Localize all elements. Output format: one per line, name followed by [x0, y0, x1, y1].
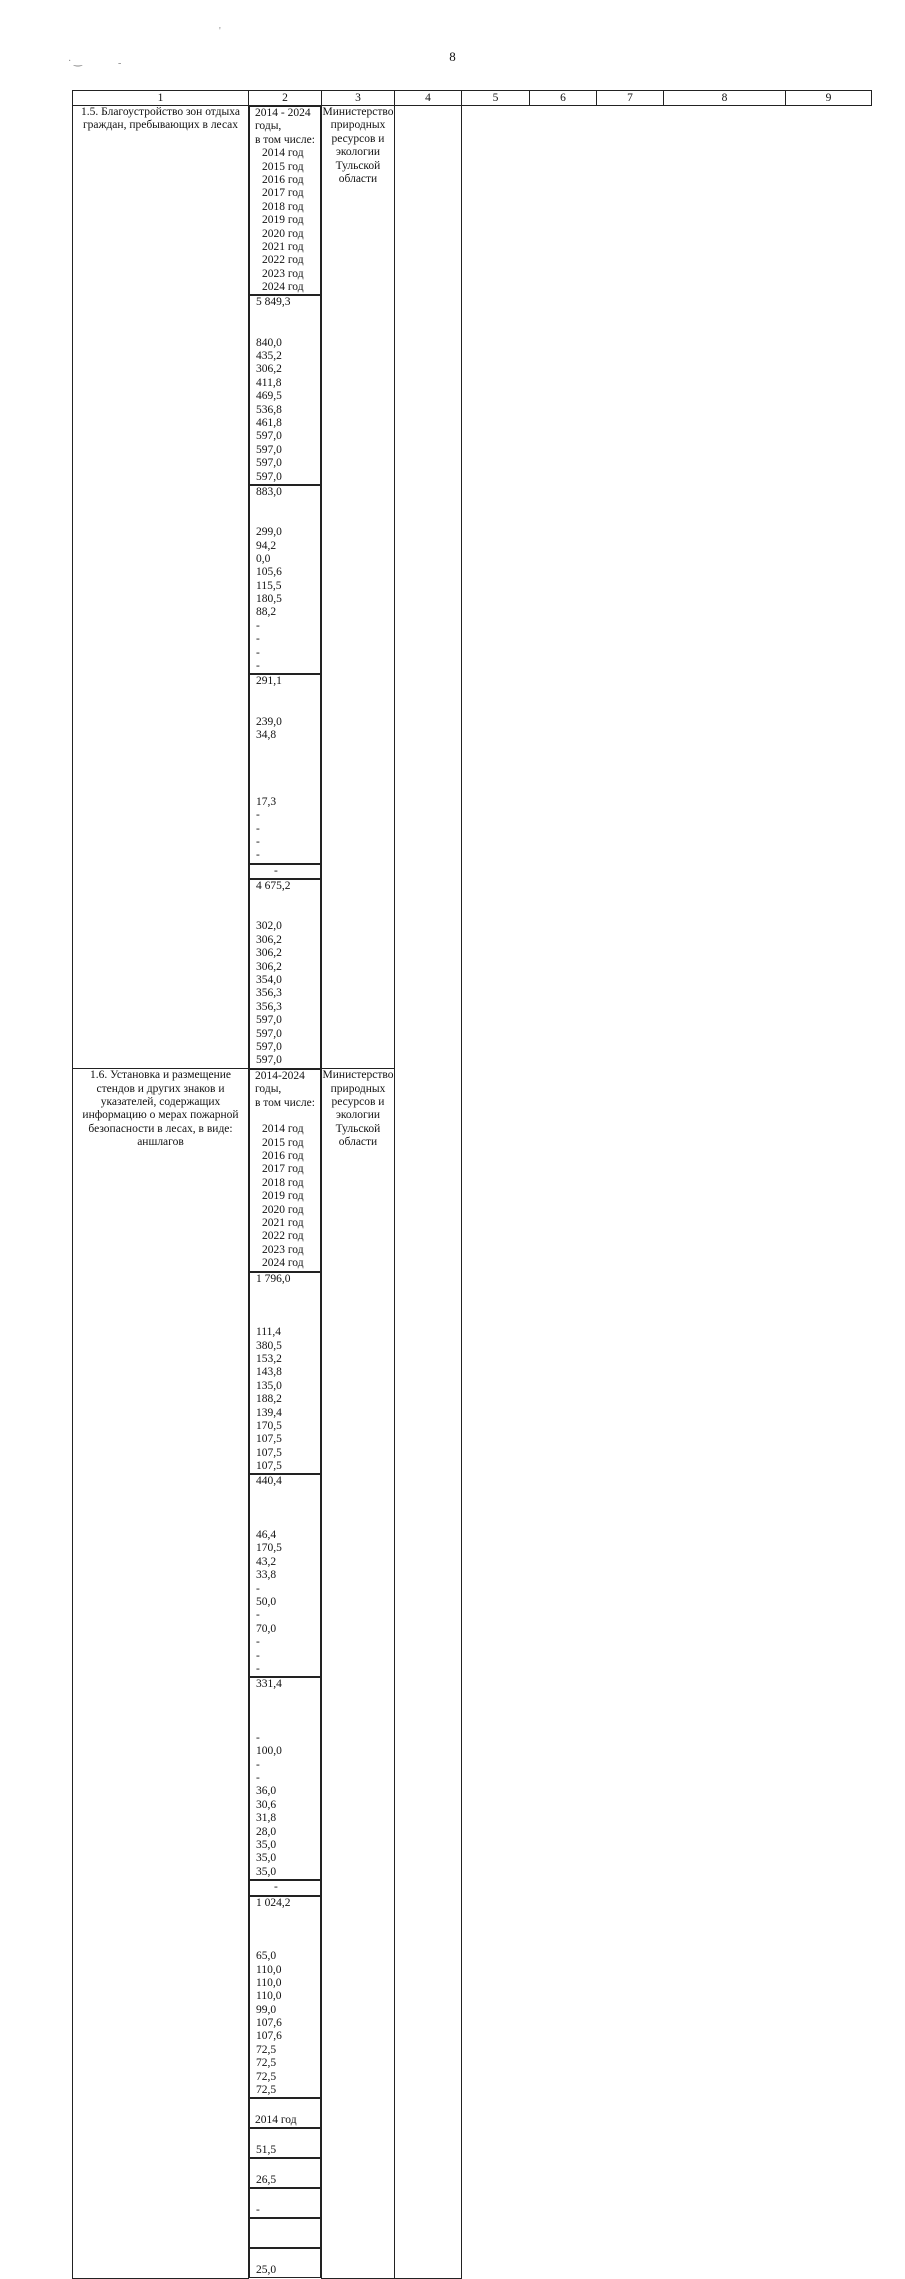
value-cell: 440,4 [256, 1475, 282, 1488]
period-label: 2018 год [262, 200, 304, 213]
column-number: 3 [322, 91, 395, 106]
value-cell: 597,0 [256, 430, 282, 443]
value-cell: 1 024,2 [256, 1896, 291, 1909]
column-number: 9 [786, 91, 872, 106]
period-label: 2016 год [262, 1150, 304, 1163]
value-cell [250, 1489, 320, 1502]
period-label: 2017 год [262, 187, 304, 200]
scan-speck: - [118, 58, 122, 69]
value-cell [250, 783, 320, 796]
value-cell: 107,6 [256, 2030, 282, 2043]
value-cell: 94,2 [256, 539, 277, 552]
value-cell: 5 849,3 [256, 296, 291, 309]
value-cell: 170,5 [256, 1542, 282, 1555]
value-cell: - [256, 660, 260, 673]
value-cell: 110,0 [256, 1976, 282, 1989]
period-label: 2020 год [262, 227, 304, 240]
value-cell: 435,2 [256, 350, 282, 363]
value-cell [250, 1705, 320, 1718]
value-cell: 17,3 [256, 795, 277, 808]
value-cell: 883,0 [256, 485, 282, 498]
column-number: 8 [664, 91, 786, 106]
value-cell: 26,5 [256, 2174, 277, 2187]
column-6 [249, 864, 321, 879]
period-label: 2022 год [262, 1230, 304, 1243]
value-cell [250, 742, 320, 755]
value-cell: 597,0 [256, 1054, 282, 1067]
value-cell [250, 1910, 320, 1923]
period-label: 2021 год [262, 1217, 304, 1230]
value-cell: 331,4 [256, 1678, 282, 1691]
value-cell: 105,6 [256, 566, 282, 579]
value-cell: 461,8 [256, 416, 282, 429]
value-cell: 597,0 [256, 470, 282, 483]
period-label: 2015 год [262, 1136, 304, 1149]
value-cell: 30,6 [256, 1798, 277, 1811]
column-7 [249, 879, 321, 1068]
value-cell [250, 689, 320, 702]
period-label: 2022 год [262, 254, 304, 267]
measure-description: 1.5. Благоустройство зон отдыха граждан, пребывающих в лесах [73, 106, 249, 1069]
value-cell [250, 323, 320, 336]
period-label: 2024 год [262, 281, 304, 294]
value-cell: 72,5 [256, 2084, 277, 2097]
value-cell [250, 513, 320, 526]
value-cell: 50,0 [256, 1595, 277, 1608]
period-column [249, 2098, 321, 2128]
period-label: 2016 год [262, 173, 304, 186]
period-label: годы, [255, 120, 282, 133]
value-cell: - [256, 1609, 260, 1622]
value-cell: 111,4 [256, 1326, 282, 1339]
period-label: 2020 год [262, 1203, 304, 1216]
value-cell: 239,0 [256, 715, 282, 728]
period-label: 2024 год [262, 1257, 304, 1270]
value-cell: 597,0 [256, 457, 282, 470]
value-cell: 35,0 [256, 1852, 277, 1865]
period-label: 2014 - 2024 [255, 107, 311, 119]
responsible-ministry: Министерство природных ресурсов и экологии Тульской области [322, 1069, 395, 2279]
value-cell [250, 756, 320, 769]
value-cell: 597,0 [256, 1014, 282, 1027]
value-cell: 115,5 [256, 579, 282, 592]
column-9-cell [395, 106, 462, 2279]
scan-speck: ' [219, 26, 221, 37]
value-cell: 1 796,0 [256, 1272, 291, 1285]
value-cell: 597,0 [256, 1040, 282, 1053]
responsible-ministry: Министерство природных ресурсов и экологии Тульской области [322, 106, 395, 1069]
period-column [249, 1069, 321, 1272]
value-cell [250, 1286, 320, 1299]
column-number: 1 [73, 91, 249, 106]
value-cell: 597,0 [256, 443, 282, 456]
value-cell: 306,2 [256, 363, 282, 376]
value-cell [250, 499, 320, 512]
total-column [249, 295, 321, 484]
value-cell: 88,2 [256, 606, 277, 619]
value-cell: 43,2 [256, 1555, 277, 1568]
column-number: 6 [530, 91, 597, 106]
value-cell: - [256, 1772, 260, 1785]
period-label [250, 1110, 320, 1123]
value-cell: - [256, 646, 260, 659]
value-cell: 536,8 [256, 403, 282, 416]
value-cell: 299,0 [256, 526, 282, 539]
value-cell: 380,5 [256, 1339, 282, 1352]
value-cell: 354,0 [256, 974, 282, 986]
value-cell: 188,2 [256, 1393, 282, 1406]
value-cell: 306,2 [256, 960, 282, 973]
scan-speck: · ‿ [68, 56, 82, 67]
column-5 [249, 674, 321, 863]
column-6 [249, 1880, 321, 1895]
value-cell [250, 894, 320, 907]
total-column [249, 1272, 321, 1475]
value-cell: - [256, 2204, 260, 2217]
value-cell: 36,0 [256, 1785, 277, 1798]
value-cell: 356,3 [256, 1000, 282, 1013]
value-cell: 143,8 [256, 1366, 282, 1379]
column-number: 2 [249, 91, 322, 106]
column-5 [249, 2188, 321, 2218]
value-cell: 139,4 [256, 1406, 282, 1419]
column-number: 5 [462, 91, 530, 106]
value-cell [250, 1937, 320, 1950]
value-cell: 72,5 [256, 2043, 277, 2056]
value-cell: - [256, 1582, 260, 1595]
value-cell: - [256, 633, 260, 646]
period-label: 2015 год [262, 160, 304, 173]
value-cell: 135,0 [256, 1379, 282, 1392]
value-cell: - [256, 1662, 260, 1675]
value-cell: 70,0 [256, 1622, 277, 1635]
value-cell: - [256, 822, 260, 835]
column-4 [249, 2158, 321, 2188]
value-cell [250, 1923, 320, 1936]
period-label: годы, [255, 1083, 282, 1096]
value-cell: 302,0 [256, 920, 282, 933]
column-4 [249, 1474, 321, 1677]
period-label: 2019 год [262, 1190, 304, 1203]
value-cell: 306,2 [256, 947, 282, 960]
value-cell: 72,5 [256, 2070, 277, 2083]
value-cell: - [256, 1758, 260, 1771]
value-cell: 34,8 [256, 728, 277, 741]
value-cell: 469,5 [256, 390, 282, 403]
value-cell [250, 1516, 320, 1529]
period-label: 2014 год [262, 147, 304, 160]
value-cell: - [256, 619, 260, 632]
value-cell: 0,0 [256, 552, 271, 565]
value-cell: 35,0 [256, 1865, 277, 1878]
value-cell [250, 1718, 320, 1731]
value-cell: 31,8 [256, 1812, 277, 1825]
column-7 [249, 2248, 321, 2278]
value-cell [250, 702, 320, 715]
value-cell [250, 1313, 320, 1326]
value-cell: 107,6 [256, 2017, 282, 2030]
value-cell: 107,5 [256, 1433, 282, 1446]
value-cell [250, 1692, 320, 1705]
value-cell: 170,5 [256, 1419, 282, 1432]
value-cell: 110,0 [256, 1963, 282, 1976]
table-row [73, 106, 872, 1069]
value-cell: 180,5 [256, 593, 282, 606]
value-cell: 28,0 [256, 1825, 277, 1838]
period-label: 2023 год [262, 1243, 304, 1256]
value-cell: 100,0 [256, 1745, 282, 1758]
value-cell: 4 675,2 [256, 880, 291, 893]
period-label: 2019 год [262, 214, 304, 227]
period-label: 2014-2024 [255, 1069, 305, 1082]
value-cell: - [274, 1881, 278, 1894]
column-number-row [73, 91, 872, 106]
column-number: 7 [597, 91, 664, 106]
value-cell: - [256, 1636, 260, 1649]
value-cell: 411,8 [256, 376, 282, 389]
column-6 [249, 2218, 321, 2248]
value-cell: 46,4 [256, 1529, 277, 1542]
value-cell: 291,1 [256, 675, 282, 688]
value-cell: 597,0 [256, 1027, 282, 1040]
period-label: 2018 год [262, 1176, 304, 1189]
value-cell: 33,8 [256, 1569, 277, 1582]
value-cell [250, 769, 320, 782]
page-number: 8 [449, 49, 456, 64]
value-cell: 107,5 [256, 1446, 282, 1459]
value-cell: 35,0 [256, 1839, 277, 1851]
value-cell: 840,0 [256, 336, 282, 349]
value-cell [250, 2234, 320, 2247]
column-5 [249, 1677, 321, 1880]
value-cell: 51,5 [256, 2144, 277, 2157]
column-4 [249, 485, 321, 674]
value-cell: 72,5 [256, 2057, 277, 2070]
period-label: в том числе: [255, 1096, 315, 1109]
value-cell: - [256, 1731, 260, 1744]
period-label: 2021 год [262, 240, 304, 253]
value-cell: 153,2 [256, 1352, 282, 1365]
period-column [249, 106, 321, 295]
value-cell [250, 907, 320, 920]
value-cell: 99,0 [256, 2003, 277, 2016]
value-cell [250, 310, 320, 323]
value-cell: - [256, 836, 260, 849]
period-label: 2014 год [255, 2114, 297, 2127]
value-cell [250, 1502, 320, 1515]
program-table [72, 90, 872, 2279]
value-cell: 306,2 [256, 933, 282, 946]
value-cell: - [256, 809, 260, 822]
value-cell: - [274, 864, 278, 877]
value-cell: - [256, 1649, 260, 1662]
table-row [73, 1069, 872, 2099]
period-label: 2014 год [262, 1123, 304, 1136]
value-cell: 25,0 [256, 2264, 277, 2277]
period-label: 2023 год [262, 267, 304, 280]
period-label: 2017 год [262, 1163, 304, 1176]
value-cell: 65,0 [256, 1950, 277, 1963]
measure-description: 1.6. Установка и размещение стендов и других знаков и указателей, содержащих информацию о мерах пожарной безопасности в лесах, в виде: аншлагов [73, 1069, 249, 2279]
value-cell: 110,0 [256, 1990, 282, 2003]
value-cell: - [256, 849, 260, 862]
total-column [249, 2128, 321, 2158]
column-7 [249, 1896, 321, 2099]
period-label: в том числе: [255, 133, 315, 146]
value-cell: 356,3 [256, 987, 282, 1000]
value-cell [250, 1299, 320, 1312]
column-number: 4 [395, 91, 462, 106]
value-cell: 107,5 [256, 1460, 282, 1473]
